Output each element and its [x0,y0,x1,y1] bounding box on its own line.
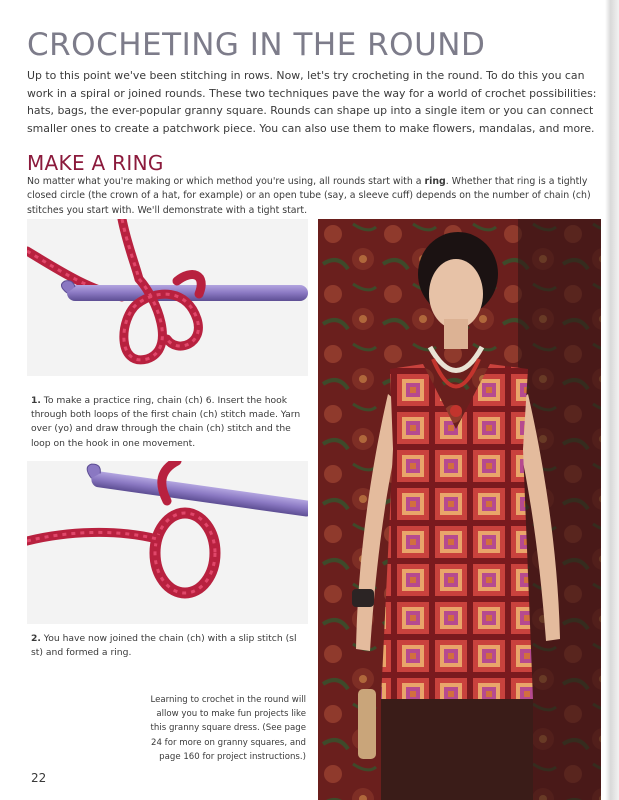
step2-description: You have now joined the chain (ch) with a slip stitch (sl st) and formed a ring. [31,633,297,659]
step1-text [31,394,311,451]
intro-paragraph: Up to this point we've been stitching in rows. Now, let's try crocheting in the round. To do this you can work in a spiral or joined rounds. These two techniques pave the way for a world of crochet possibilities: hats, bags, the ever-popular granny square. Rounds can shape up into a single item or you can connect smaller ones to create a patchwork piece. You can also use them to make flowers, mandalas, and more. [27,69,597,136]
section-heading: MAKE A RING [27,151,164,175]
page-edge-shadow [605,0,619,800]
page-number: 22 [31,771,47,785]
step2-number: 2. [31,633,41,644]
step2-photo [27,461,308,624]
section-text-before: No matter what you're making or which method you're using, all rounds start with a [27,176,425,187]
section-text-after: . Whether that ring is a tightly closed circle (the crown of a hat, for example) or an open tube (say, a sleeve cuff) depends on the number of chain (ch) stitches you start with. We'll demonstrate with a tight start. [27,176,591,216]
step1-description: To make a practice ring, chain (ch) 6. Insert the hook through both loops of the first chain (ch) stitch made. Yarn over (yo) and draw through the chain (ch) stitch and the loop on the hook in one movement. [31,395,301,449]
page-title: CROCHETING IN THE ROUND [27,27,486,63]
step2-text [31,632,311,660]
dress-caption: Learning to crochet in the round will allow you to make fun projects like this granny square dress. (See page 24 for more on granny squares, and page 160 for project instructions.) [150,695,306,762]
step1-photo [27,219,308,376]
section-paragraph [27,175,607,218]
section-keyword: ring [424,176,446,187]
granny-square-dress-photo [318,219,601,800]
step1-number: 1. [31,395,41,406]
